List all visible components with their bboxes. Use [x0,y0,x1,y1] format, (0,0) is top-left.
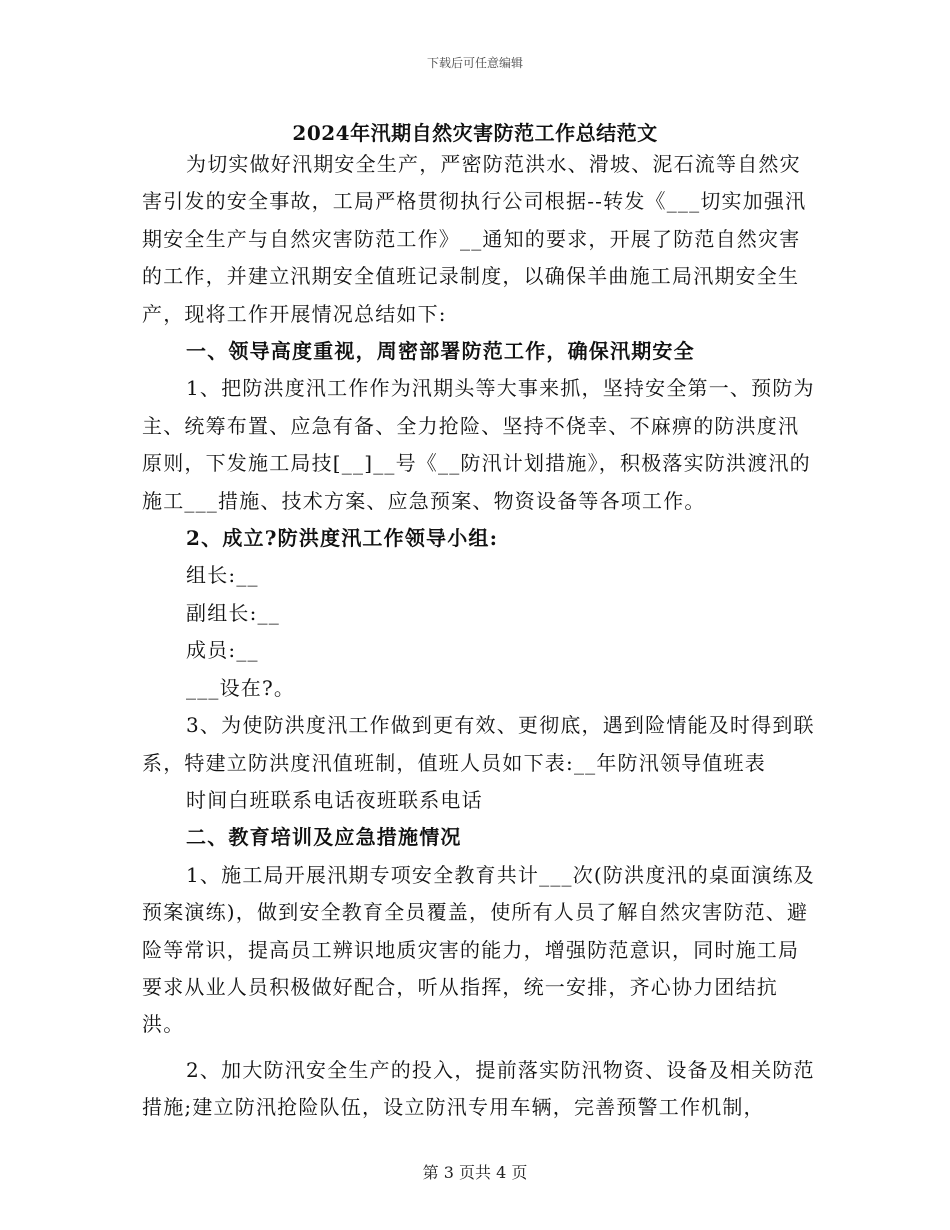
page-header-note: 下载后可任意编辑 [426,56,523,70]
page-number-footer: 第 3 页共 4 页 [422,1163,528,1182]
duty-table-header-line: 时间白班联系电话夜班联系电话 [186,787,483,812]
document-body [142,146,818,1127]
members-line: 成员:__ [186,638,259,663]
item-paragraph-2-1: 1、施工局开展汛期专项安全教育共计___次(防洪度汛的桌面演练及预案演练)，做到安全教育全员覆盖，使所有人员了解自然灾害防范、避险等常识，提高员工辨识地质灾害的能力，增强防范意识，同时施工局要求从业人员积极做好配合，听从指挥，统一安排，齐心协力团结抗洪。 [142,862,815,1037]
document-title: 2024年汛期自然灾害防范工作总结范文 [292,121,658,145]
deputy-leader-line: 副组长:__ [186,600,280,625]
item-heading-1-2: 2、成立?防洪度汛工作领导小组: [186,526,499,551]
office-location-line: ___设在?。 [186,675,296,700]
section-heading-2: 二、教育培训及应急措施情况 [186,825,462,850]
intro-paragraph: 为切实做好汛期安全生产，严密防范洪水、滑坡、泥石流等自然灾害引发的安全事故，工局严格贯彻执行公司根据--转发《___切实加强汛期安全生产与自然灾害防范工作》__通知的要求，开展了防范自然灾害的工作，并建立汛期安全值班记录制度，以确保羊曲施工局汛期安全生产，现将工作开展情况总结如下: [142,152,807,326]
item-paragraph-1-3: 3、为使防洪度汛工作做到更有效、更彻底，遇到险情能及时得到联系，特建立防洪度汛值班制，值班人员如下表:__年防汛领导值班表 [142,713,815,775]
item-paragraph-1-1: 1、把防洪度汛工作作为汛期头等大事来抓，坚持安全第一、预防为主、统筹布置、应急有备、全力抢险、坚持不侥幸、不麻痹的防洪度汛原则，下发施工局技[__]__号《__防汛计划措施》，积极落实防洪渡汛的施工___措施、技术方案、应急预案、物资设备等各项工作。 [142,376,815,513]
section-heading-1: 一、领导高度重视，周密部署防范工作，确保汛期安全 [186,339,695,364]
item-paragraph-2-2: 2、加大防汛安全生产的投入，提前落实防汛物资、设备及相关防范措施;建立防汛抢险队伍，设立防汛专用车辆，完善预警工作机制， [142,1057,815,1120]
group-leader-line: 组长:__ [186,563,259,588]
